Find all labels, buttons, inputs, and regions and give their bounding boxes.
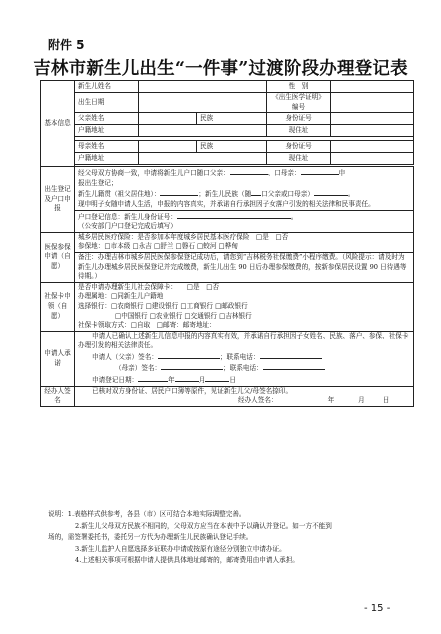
father-phone-label: ；联系电话： [219,352,260,361]
birth-reg-text-1a: 经父母双方协商一致，申请将新生儿户口随 [78,169,204,178]
household-registration-info [75,210,414,232]
label-father-id: 身份证号 [267,113,331,125]
field-father-current[interactable] [331,125,414,137]
nation-select-blank[interactable] [251,188,261,196]
birth-reg-text-1d: 申 [338,169,346,178]
handler-year: 年 [327,396,335,405]
bank-choice-row1[interactable]: 选择银行：□农商银行 □建设银行 □工商银行 □邮政银行 [78,301,248,310]
section-medical: 医保参保申请（自愿） [41,232,75,282]
father-sign-blank[interactable] [158,351,220,359]
apply-month-blank[interactable] [175,374,199,382]
section-birth-reg: 出生登记及户口申报 [41,167,75,233]
handler-day: 日 [382,396,390,405]
mother-phone-label: ；联系电话： [223,364,263,373]
annex-label: 附件 5 [48,38,85,52]
handler-sign-label: 经办人签名： [238,396,278,405]
row-mother-hukou [41,153,414,165]
apply-year-blank[interactable] [138,374,168,382]
label-baby-name: 新生儿姓名 [75,81,139,93]
commitment-text: 申请人已确认上述新生儿信息申报的内容真实有效，并承诺自行承担因子女姓名、民族、落户、参保、社保卡办理引发的相关法律责任。 [78,331,409,350]
row-birth-reg-main [41,167,414,210]
mother-phone-blank[interactable] [263,362,325,370]
field-gender[interactable] [331,81,414,93]
row-social [41,282,414,331]
apply-month-label: 月 [198,376,206,385]
native-place-label: 新生儿籍贯（祖父居住地）： [78,190,161,199]
label-father-name: 父亲姓名 [75,113,139,125]
apply-day-blank[interactable] [205,374,229,382]
field-father-hukou[interactable] [139,125,267,137]
label-mother-id: 身份证号 [267,141,331,153]
row-medical-2 [41,252,414,282]
option-father: 口父亲： [203,169,230,178]
apply-date-label: 申请登记日期： [92,376,139,385]
registration-table [40,80,414,407]
apply-day-label: 日 [229,376,236,385]
apply-year-label: 年 [168,376,175,385]
applicant-commitment [75,331,414,386]
label-father-hukou: 户籍地址 [75,125,139,137]
section-commit: 申请人承诺 [41,331,75,386]
mother-sign-blank[interactable] [161,362,223,370]
nation-options: 口父亲或口母亲） [261,190,314,199]
father-phone-blank[interactable] [260,351,322,359]
label-gender: 性 别 [267,81,331,93]
nation-label: ；新生儿民族（随 [198,190,252,199]
field-father-id[interactable] [331,113,414,125]
label-birth-date: 出生日期 [75,93,139,113]
note-4: 4.上述相关事项可根据申请人提供具体地址邮寄的，邮寄费用由申请人承担。 [75,556,299,565]
nation-blank[interactable] [314,188,348,196]
row-father [41,113,414,125]
bank-choice-row2[interactable]: □中国银行 □农业银行 □交通银行 □吉林银行 [115,311,252,320]
baby-id-note: （公安部门户口登记完成后填写） [78,222,177,231]
form-title: 吉林市新生儿出生“一件事”过渡阶段办理登记表 [33,59,408,79]
label-father-nation: 民族 [197,113,267,125]
field-birth-date[interactable] [139,93,267,113]
row-birth-date [41,93,414,113]
note-2b: 场的，需签署委托书，委托另一方代为办理新生儿民族确认登记手续。 [48,533,253,542]
birth-reg-text-3d: 。 [347,190,355,199]
field-father-name[interactable] [139,113,197,125]
social-card-location[interactable]: 办理属地：□同新生儿户籍地 [78,292,164,301]
page-number: - 15 - [364,603,391,614]
section-social: 社保卡申领（自愿） [41,282,75,331]
option-mother: 、口母亲： [267,169,301,178]
medical-remark [75,252,414,282]
field-mother-id[interactable] [331,141,414,153]
field-mother-hukou[interactable] [139,153,267,165]
medical-remark-text: 备注：办理吉林市城乡居民医保参保登记成功后，请您到“吉林税务社保缴费”小程序缴费。（风险提示：请及时为新生儿办理城乡居民医保登记并完成缴费，新生儿出生 90 日后办理参保缴费的，按新参保居民设置 90 日待遇等待期。） [78,252,407,281]
field-baby-name[interactable] [139,81,267,93]
note-1: 说明：1.表格样式供参考，各县（市）区可结合本地实际调整完善。 [48,510,246,518]
handler-signature [75,386,414,406]
birth-reg-text-2: 报出生登记； [78,178,118,187]
field-mother-name[interactable] [139,141,197,153]
row-mother [41,141,414,153]
social-card-choice[interactable]: 是否申请办理新生儿社会保障卡： □是 □否 [78,282,220,291]
field-birth-cert-no[interactable] [331,93,414,113]
row-handler [41,386,414,406]
medical-options [75,232,414,252]
father-name-blank[interactable] [230,167,268,175]
notes-section [48,509,418,567]
label-mother-hukou: 户籍地址 [75,153,139,165]
field-mother-current[interactable] [331,153,414,165]
birth-reg-declaration [75,167,414,210]
section-handler: 经办人签名 [41,386,75,406]
card-pickup-method[interactable]: 社保卡领取方式：□自取 □邮寄：邮寄地址： [78,321,216,330]
note-2a: 2.新生儿父母双方民族不相同的，父母双方应当在本表中予以确认并登记。如一方不能到 [75,521,332,530]
native-place-blank[interactable] [160,188,198,196]
baby-id-blank[interactable] [177,211,291,219]
label-birth-cert-no: 《出生医学证明》编号 [267,93,331,113]
label-mother-nation: 民族 [197,141,267,153]
birth-reg-text-4: 现申明子女随申请人生活，申报的内容真实，并承诺自行承担因子女落户引发的相关法律和民事责任。 [78,199,375,208]
label-mother-current: 现住址 [267,153,331,165]
baby-id-end: 。 [290,212,298,221]
row-commit [41,331,414,386]
mother-name-blank[interactable] [301,167,339,175]
handler-verify-text: 已核对双方身份证、居民户口簿等原件，见证新生儿父/母签名捺印。 [92,386,293,395]
label-father-current: 现住址 [267,125,331,137]
baby-id-label: 户口登记信息：新生儿身份证号： [78,212,177,221]
mother-sign-label: （母亲）签名： [115,364,162,373]
section-basic-info: 基本信息 [41,81,75,167]
medical-enroll-choice[interactable]: 城乡居民医疗保险：是否参加本年度城乡居民基本医疗保险 □是 □否 [78,232,289,241]
medical-location-choice[interactable]: 参保地：□市本级 □永吉 □舒兰 □磐石 □蛟河 □桦甸 [78,242,238,251]
father-sign-label: 申请人（父亲）签名： [92,352,158,361]
social-card-options [75,282,414,331]
note-3: 3.新生儿监护人自愿选择多证联办申请或按原有途径分别独立申请办证。 [75,544,286,553]
row-medical-1 [41,232,414,252]
handler-month: 月 [358,396,365,405]
row-father-hukou [41,125,414,137]
row-birth-reg-id [41,210,414,232]
label-mother-name: 母亲姓名 [75,141,139,153]
row-baby-name [41,81,414,93]
